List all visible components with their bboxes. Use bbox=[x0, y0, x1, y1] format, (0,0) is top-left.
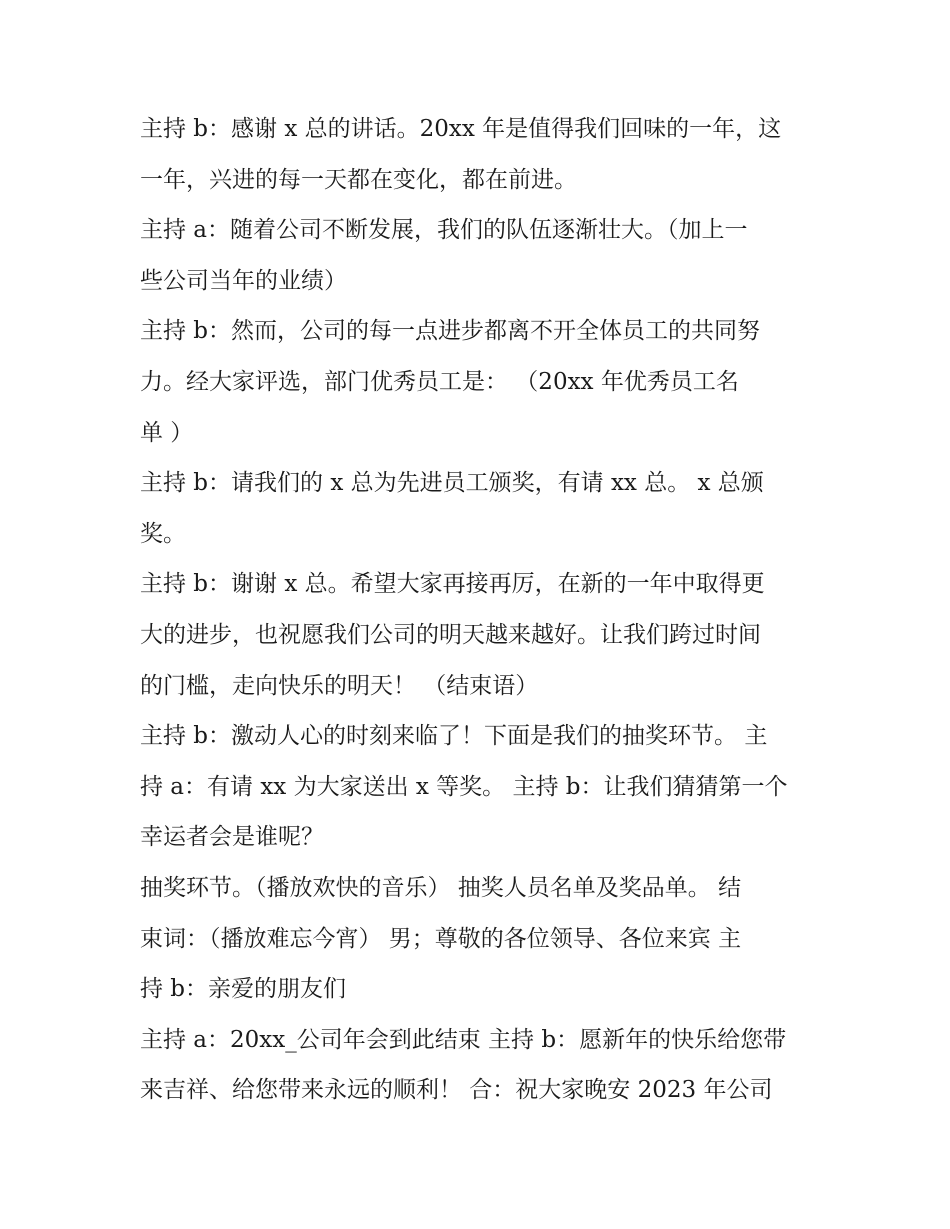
text-line: 持 b：亲爱的朋友们 bbox=[140, 976, 347, 1003]
text-line: 些公司当年的业绩） bbox=[140, 267, 347, 294]
text-line: 主持 b：请我们的 x 总为先进员工颁奖，有请 xx 总。 x 总颁 bbox=[140, 470, 764, 497]
text-line: 束词：（播放难忘今宵） 男；尊敬的各位领导、各位来宾 主 bbox=[140, 925, 742, 952]
text-line: 来吉祥、给您带来永远的顺利！ 合：祝大家晚安 2023 年公司 bbox=[140, 1077, 773, 1104]
text-line: 主持 a：20xx_公司年会到此结束 主持 b：愿新年的快乐给您带 bbox=[140, 1026, 787, 1053]
text-line: 单 ） bbox=[140, 419, 194, 446]
text-line: 主持 a：随着公司不断发展，我们的队伍逐渐壮大。（加上一 bbox=[140, 217, 748, 244]
text-line: 奖。 bbox=[140, 520, 186, 547]
text-line: 抽奖环节。（播放欢快的音乐） 抽奖人员名单及奖品单。 结 bbox=[140, 874, 742, 901]
text-line: 一年，兴进的每一天都在变化，都在前进。 bbox=[140, 166, 577, 193]
document-body bbox=[140, 104, 820, 1116]
text-line: 持 a：有请 xx 为大家送出 x 等奖。 主持 b：让我们猜猜第一个 bbox=[140, 773, 788, 800]
text-line: 主持 b：然而，公司的每一点进步都离不开全体员工的共同努 bbox=[140, 318, 761, 345]
text-line: 主持 b：感谢 x 总的讲话。20xx 年是值得我们回味的一年，这 bbox=[140, 116, 782, 142]
text-line: 主持 b：谢谢 x 总。希望大家再接再厉，在新的一年中取得更 bbox=[140, 571, 765, 598]
text-line: 力。经大家评选，部门优秀员工是： （20xx 年优秀员工名 bbox=[140, 368, 739, 395]
text-line: 幸运者会是谁呢？ bbox=[140, 824, 324, 851]
text-line: 大的进步，也祝愿我们公司的明天越来越好。让我们跨过时间 bbox=[140, 621, 761, 648]
text-line: 主持 b：激动人心的时刻来临了！下面是我们的抽奖环节。 主 bbox=[140, 723, 768, 750]
text-line: 的门槛，走向快乐的明天！ （结束语） bbox=[140, 672, 539, 699]
